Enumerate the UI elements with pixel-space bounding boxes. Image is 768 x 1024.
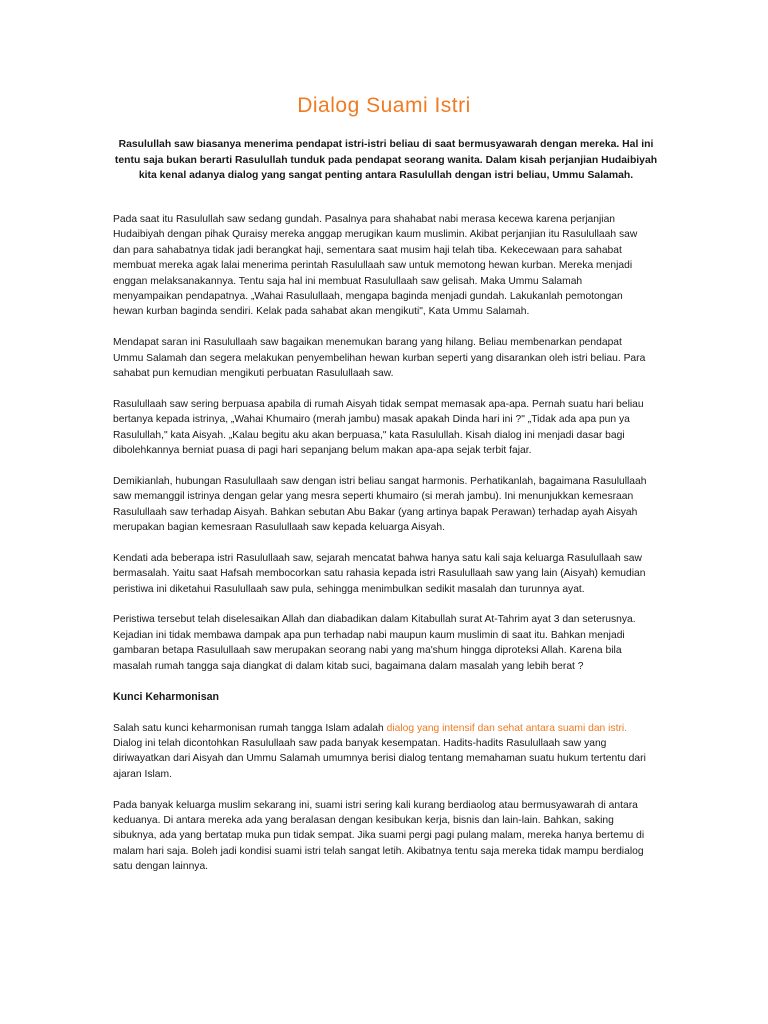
paragraph: Rasulullaah saw sering berpuasa apabila di rumah Aisyah tidak sempat memasak apa-apa. Pernah suatu hari beliau bertanya kepada istrinya, „Wahai Khumairo (merah jambu) masak apakah Dinda hari ini ?" „Tidak ada apa pun ya Rasulullah," kata Aisyah. „Kalau begitu aku akan berpuasa," kata Rasulullah. Kisah dialog ini menjadi dasar bagi dibolehkannya berniat puasa di pagi hari sepanjang belum makan apa-apa sejak terbit fajar. [113,398,644,457]
paragraph-text: Dialog ini telah dicontohkan Rasulullaah saw pada banyak kesempatan. Hadits-hadits Rasulullaah saw yang diriwayatkan dari Aisyah dan Ummu Salamah umumnya berisi dialog tentang memahaman suatu hukum tertentu dari ajaran Islam. [113,737,646,780]
paragraph-key [113,721,653,783]
paragraph: Kendati ada beberapa istri Rasulullaah saw, sejarah mencatat bahwa hanya satu kali saja keluarga Rasulullaah saw bermasalah. Yaitu saat Hafsah membocorkan satu rahasia kepada istri Rasulullaah saw yang lain (Aisyah) kemudian peristiwa ini diketahui Rasulullaah saw pula, sehingga menimbulkan sedikit masalah dan turunnya ayat. [113,552,646,595]
highlighted-text: dialog yang intensif dan sehat antara suami dan istri. [386,722,628,734]
article-body [113,212,653,890]
section-heading: Kunci Keharmonisan [113,690,219,703]
paragraph-text: Salah satu kunci keharmonisan rumah tangga Islam adalah [113,722,387,734]
page-title: Dialog Suami Istri [297,94,471,117]
paragraph: Pada saat itu Rasulullah saw sedang gundah. Pasalnya para shahabat nabi merasa kecewa karena perjanjian Hudaibiyah dengan pihak Quraisy mereka anggap merugikan kaum muslimin. Akibat perjanjian itu Rasulullaah saw dan para sahabatnya tidak jadi berangkat haji, sementara saat musim haji telah tiba. Kekecewaan para sahabat membuat mereka agak lalai menerima perintah Rasulullaah saw untuk memotong hewan kurban. Mereka menjadi enggan melaksanakannya. Tentu saja hal ini membuat Rasulullaah saw gelisah. Maka Ummu Salamah menyampaikan pendapatnya. „Wahai Rasulullaah, mengapa baginda menjadi gundah. Lakukanlah pemotongan hewan kurban baginda sendiri. Kelak pada sahabat akan mengikuti", Kata Ummu Salamah. [113,214,638,318]
paragraph: Pada banyak keluarga muslim sekarang ini, suami istri sering kali kurang berdiaolog atau bermusyawarah di antara keduanya. Di antara mereka ada yang beralasan dengan kesibukan kerja, bisnis dan lain-lain. Bahkan, saking sibuknya, ada yang bertatap muka pun tidak sempat. Jika suami pergi pagi pulang malam, mereka hanya bertemu di malam hari saja. Boleh jadi kondisi suami istri telah sangat letih. Akibatnya tentu saja mereka tidak mampu berdialog satu dengan lainnya. [113,799,645,873]
paragraph: Peristiwa tersebut telah diselesaikan Allah dan diabadikan dalam Kitabullah surat At-Tahrim ayat 3 dan seterusnya. Kejadian ini tidak membawa dampak apa pun terhadap nabi maupun kaum muslimin di saat itu. Bahkan menjadi gambaran betapa Rasulullaah saw merupakan seorang nabi yang ma'shum hingga diproteksi Allah. Karena bila masalah rumah tangga saja diangkat di dalam kitab suci, bagaimana dalam masalah yang lebih berat ? [113,614,636,672]
paragraph: Mendapat saran ini Rasulullaah saw bagaikan menemukan barang yang hilang. Beliau membenarkan pendapat Ummu Salamah dan segera melakukan penyembelihan hewan kurban seperti yang disarankan oleh istri beliau. Para sahabat pun kemudian mengikuti perbuatan Rasulullaah saw. [113,337,646,380]
paragraph: Demikianlah, hubungan Rasulullaah saw dengan istri beliau sangat harmonis. Perhatikanlah, bagaimana Rasulullaah saw memanggil istrinya dengan gelar yang mesra seperti khumairo (si merah jambu). Ini menunjukkan kemesraan Rasulullaah saw terhadap Aisyah. Bahkan sebutan Abu Bakar (yang artinya bapak Perawan) terhadap ayah Aisyah merupakan bagian kemesraan Rasulullaah saw kepada keluarga Aisyah. [113,475,647,534]
intro-paragraph: Rasulullah saw biasanya menerima pendapat istri-istri beliau di saat bermusyawarah dengan mereka. Hal ini tentu saja bukan berarti Rasulullah tunduk pada pendapat seorang wanita. Dalam kisah perjanjian Hudaibiyah kita kenal adanya dialog yang sangat penting antara Rasulullah dengan istri beliau, Ummu Salamah. [114,139,658,181]
